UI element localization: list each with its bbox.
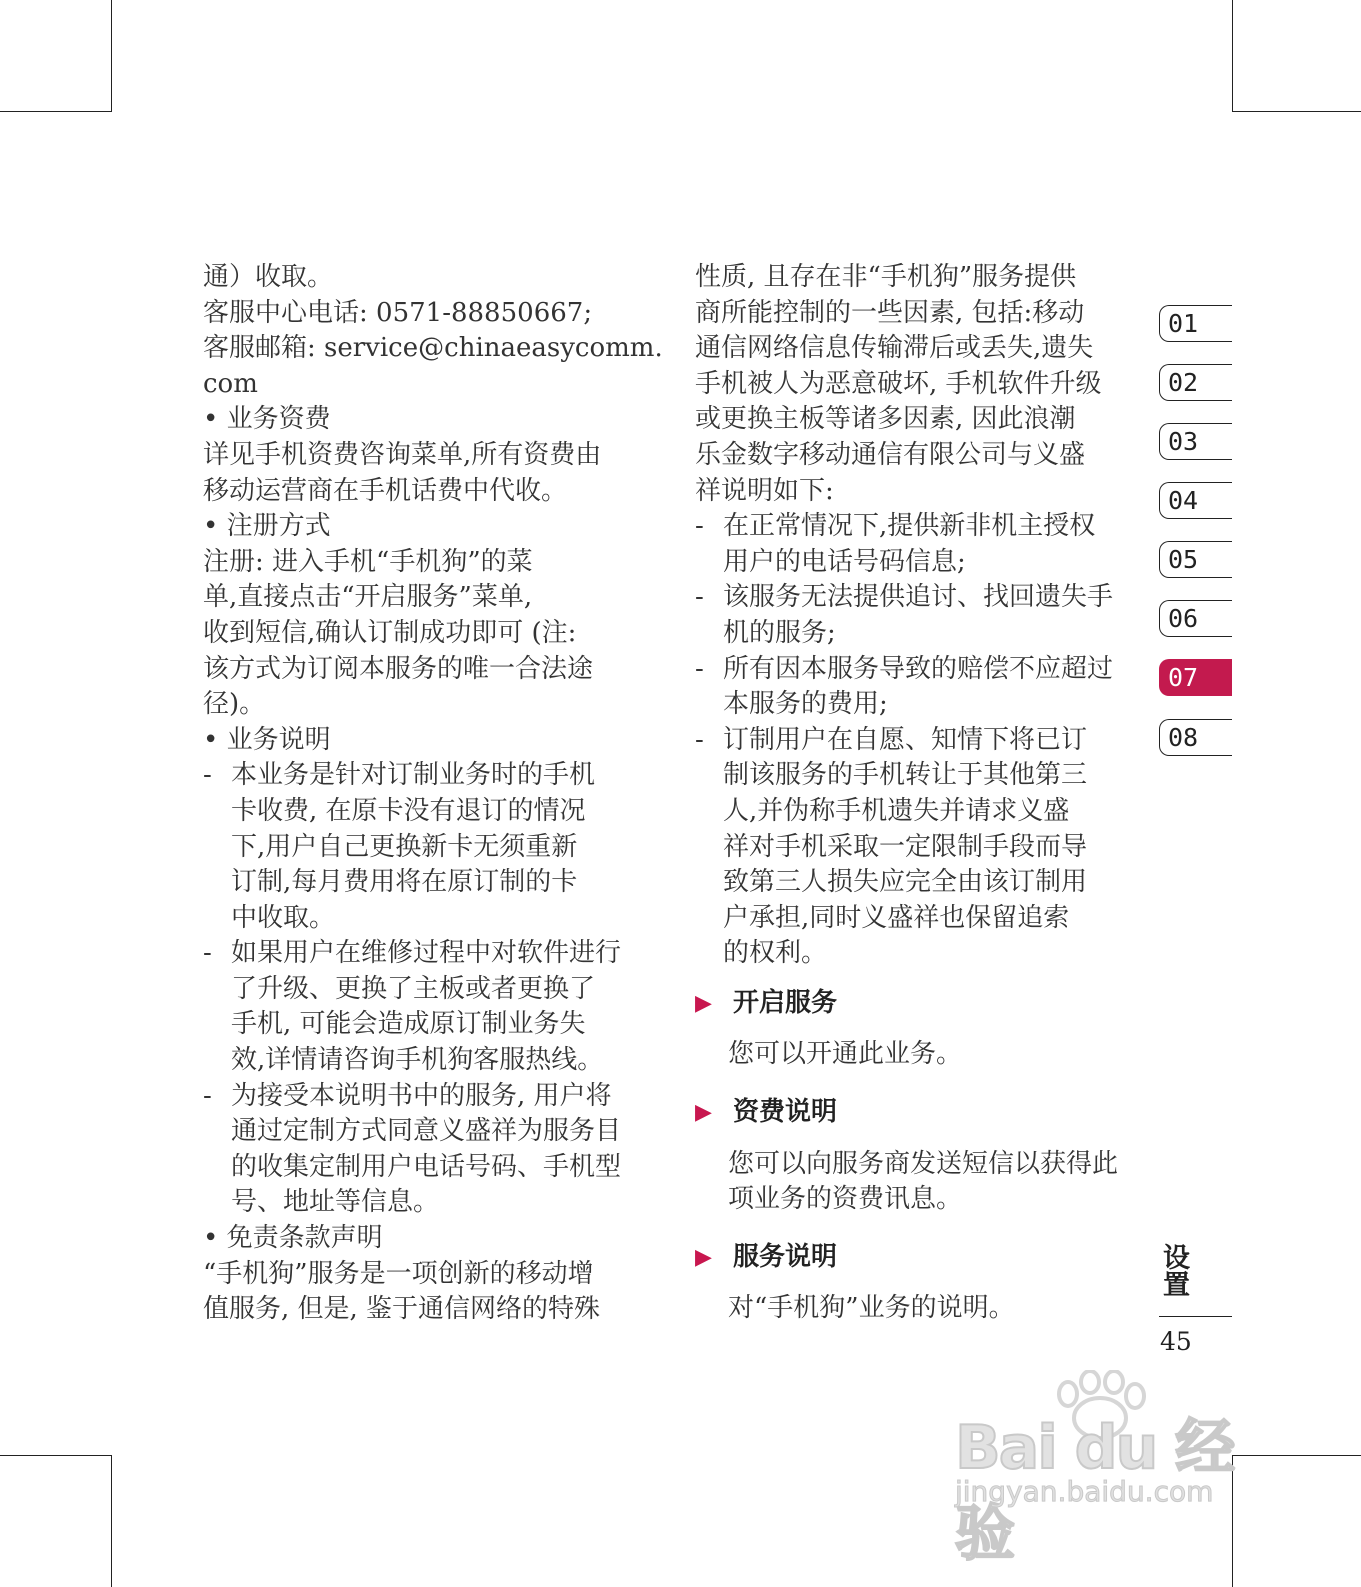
section-title: 服务说明 [733, 1241, 838, 1272]
crop-mark [1232, 0, 1233, 112]
body-line: 订制,每月费用将在原订制的卡 [231, 867, 578, 898]
body-line: 本服务的费用; [723, 689, 888, 720]
body-line: 人,并伪称手机遗失并请求义盛 [723, 795, 1070, 826]
body-line: 所有因本服务导致的赔偿不应超过 [723, 653, 1114, 684]
dash-item [695, 652, 1145, 723]
body-line: 移动运营商在手机话费中代收。 [203, 475, 568, 506]
dash-marker: - [203, 1080, 212, 1111]
chapter-tab-04[interactable]: 04 [1159, 482, 1232, 519]
body-line: 号、地址等信息。 [231, 1187, 440, 1218]
crop-mark [111, 0, 112, 112]
body-line: 手机被人为恶意破坏, 手机软件升级 [695, 368, 1102, 399]
body-line: 机的服务; [723, 617, 836, 648]
chapter-tab-01[interactable]: 01 [1159, 305, 1232, 342]
body-line: 用户的电话号码信息; [723, 546, 966, 577]
section-body: 您可以开通此业务。 [728, 1039, 963, 1070]
menu-section-service-info [695, 1240, 1145, 1327]
support-phone: 客服中心电话: 0571-88850667; [203, 297, 593, 328]
body-line: 效,详情请咨询手机狗客服热线。 [231, 1045, 604, 1076]
section-body: 对“手机狗”业务的说明。 [728, 1293, 1015, 1324]
dash-item [695, 509, 1145, 580]
triangle-right-icon: ▶ [695, 1099, 712, 1126]
body-line: 了升级、更换了主板或者更换了 [231, 973, 596, 1004]
right-column [695, 260, 1145, 1327]
body-line: 的收集定制用户电话号码、手机型 [231, 1151, 622, 1182]
support-email-cont: com [203, 368, 258, 399]
body-line: 注册: 进入手机“手机狗”的菜 [203, 546, 533, 577]
body-line: 该方式为订阅本服务的唯一合法途 [203, 653, 594, 684]
menu-section-enable-service [695, 986, 1145, 1073]
dash-item [203, 936, 653, 1078]
menu-section-fee-info [695, 1095, 1145, 1218]
bullet-heading-fee: • 业务资费 [203, 404, 331, 435]
crop-mark [0, 1455, 112, 1456]
left-column [203, 260, 663, 1328]
page-number: 45 [1160, 1327, 1192, 1356]
body-line: 商所能控制的一些因素, 包括:移动 [695, 297, 1085, 328]
body-line: 径)。 [203, 689, 266, 720]
body-line: 性质, 且存在非“手机狗”服务提供 [695, 262, 1077, 292]
body-line: 收到短信,确认订制成功即可 (注: [203, 617, 577, 648]
body-line: 致第三人损失应完全由该订制用 [723, 867, 1088, 898]
body-line: 通过定制方式同意义盛祥为服务目 [231, 1116, 622, 1147]
body-line: 值服务, 但是, 鉴于通信网络的特殊 [203, 1294, 601, 1325]
baidu-watermark [950, 1370, 1270, 1569]
support-email: 客服邮箱: service@chinaeasycomm. [203, 333, 663, 364]
section-body: 您可以向服务商发送短信以获得此 [728, 1148, 1119, 1179]
section-title: 资费说明 [733, 1097, 838, 1128]
chapter-tab-03[interactable]: 03 [1159, 423, 1232, 460]
chapter-tab-05[interactable]: 05 [1159, 541, 1232, 578]
body-line: 单,直接点击“开启服务”菜单, [203, 582, 533, 613]
body-line: 详见手机资费咨询菜单,所有资费由 [203, 439, 602, 470]
dash-item [695, 580, 1145, 651]
body-line: 户承担,同时义盛祥也保留追索 [723, 902, 1070, 933]
body-line: 乐金数字移动通信有限公司与义盛 [695, 439, 1086, 470]
triangle-right-icon: ▶ [695, 989, 712, 1016]
dash-item [203, 758, 653, 936]
bullet-heading-desc: • 业务说明 [203, 724, 331, 755]
body-line: 订制用户在自愿、知情下将已订 [723, 724, 1088, 755]
body-line: 祥对手机采取一定限制手段而导 [723, 831, 1088, 862]
body-line: 或更换主板等诸多因素, 因此浪潮 [695, 404, 1076, 435]
crop-mark [1232, 111, 1361, 112]
body-line: 为接受本说明书中的服务, 用户将 [231, 1080, 612, 1111]
chapter-tab-06[interactable]: 06 [1159, 600, 1232, 637]
body-line: 中收取。 [231, 902, 336, 933]
body-line: 的权利。 [723, 938, 828, 969]
dash-marker: - [695, 511, 704, 542]
body-line: 通信网络信息传输滞后或丢失,遗失 [695, 333, 1094, 364]
chapter-side-title: 设置 [1158, 1243, 1189, 1297]
body-line: 手机, 可能会造成原订制业务失 [231, 1009, 586, 1040]
bullet-heading-register: • 注册方式 [203, 511, 331, 542]
dash-marker: - [695, 582, 704, 613]
chapter-tab-08[interactable]: 08 [1159, 719, 1232, 756]
dash-marker: - [695, 724, 704, 755]
crop-mark [111, 1455, 112, 1587]
body-line: 下,用户自己更换新卡无须重新 [231, 831, 578, 862]
body-line: 在正常情况下,提供新非机主授权 [723, 511, 1096, 542]
dash-marker: - [695, 653, 704, 684]
body-line: 通）收取。 [203, 262, 334, 292]
body-line: “手机狗”服务是一项创新的移动增 [203, 1258, 594, 1289]
body-line: 制该服务的手机转让于其他第三 [723, 760, 1088, 791]
watermark-logo: Bai du 经验 [955, 1413, 1234, 1569]
divider [1159, 1316, 1232, 1317]
chapter-tab-02[interactable]: 02 [1159, 364, 1232, 401]
section-body: 项业务的资费讯息。 [728, 1184, 963, 1215]
triangle-right-icon: ▶ [695, 1243, 712, 1270]
body-line: 祥说明如下: [695, 475, 834, 506]
bullet-heading-disclaimer: • 免责条款声明 [203, 1223, 383, 1254]
body-line: 本业务是针对订制业务时的手机 [231, 760, 596, 791]
watermark-url: jingyan.baidu.com [955, 1475, 1214, 1508]
dash-marker: - [203, 760, 212, 791]
dash-item [695, 723, 1145, 972]
body-line: 该服务无法提供追讨、找回遗失手 [723, 582, 1114, 613]
dash-item [203, 1079, 653, 1221]
chapter-tab-07[interactable]: 07 [1159, 659, 1232, 696]
crop-mark [0, 111, 112, 112]
section-title: 开启服务 [733, 987, 838, 1018]
dash-marker: - [203, 938, 212, 969]
body-line: 卡收费, 在原卡没有退订的情况 [231, 795, 586, 826]
body-line: 如果用户在维修过程中对软件进行 [231, 938, 622, 969]
